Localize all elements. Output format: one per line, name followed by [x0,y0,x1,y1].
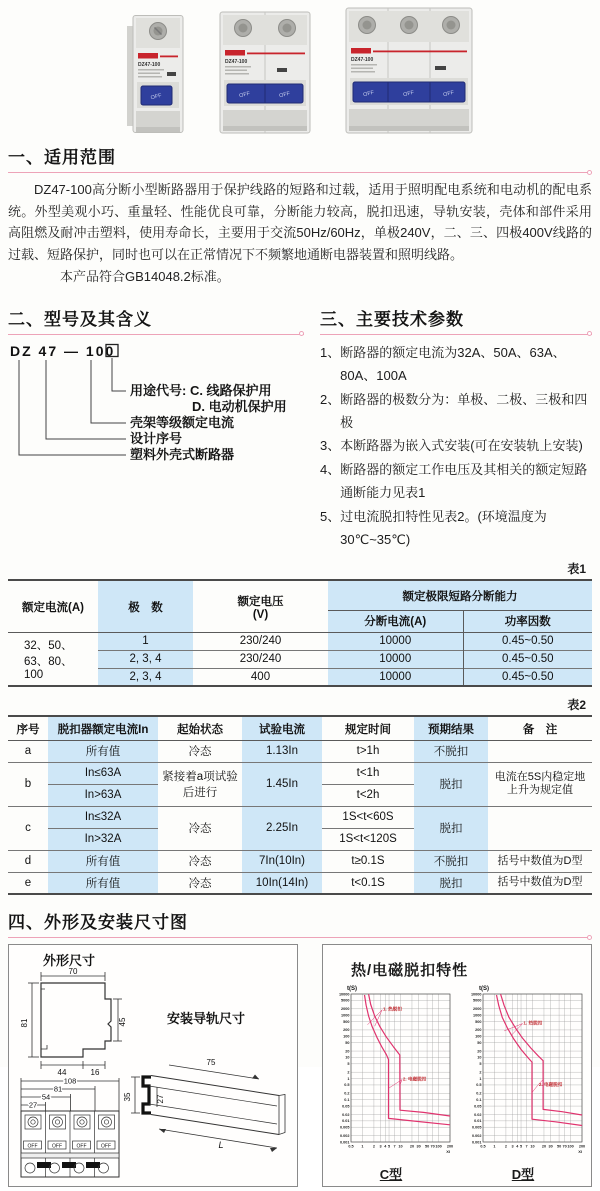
header-text: 额定电压 [237,595,284,608]
y-tick-label: 0.2 [344,1092,350,1097]
y-tick-label: 0.001 [339,1140,350,1145]
dim-total: 108 [63,1076,77,1086]
brand-line [160,56,178,58]
data-cell [8,632,98,686]
x-tick-label: 20 [541,1144,547,1149]
x-tick-label: 0.5 [348,1144,354,1149]
header-cell [193,580,328,632]
section3-title: 三、主要技术参数 [320,309,464,329]
header-text: (V) [252,608,269,621]
table-row [8,872,592,894]
data-cell: 10000 [328,632,463,650]
designation-label: 设计序号 [130,430,183,446]
designation-label: 壳架等级额定电流 [130,414,235,430]
data-cell: 电流在5S内稳定地上升为规定值 [488,762,592,806]
x-tick-label: 7 [525,1144,528,1149]
y-tick-label: 500 [475,1020,482,1025]
rating-mark [435,66,446,70]
table-row [8,740,592,762]
label-line [138,76,162,78]
label-line [225,66,251,68]
section-rule [8,172,592,173]
black-band [37,1162,51,1168]
model-label: DZ47-100 [351,57,374,63]
data-cell: 括号中数值为D型 [488,850,592,872]
screw-center [405,21,414,30]
profile-drawing [20,967,127,1077]
toggle-off-text: OFF [362,89,375,99]
y-tick-label: 10000 [470,992,482,997]
x-tick-label: 0.5 [480,1144,486,1149]
data-cell: t>1h [322,740,414,762]
data-cell: b [8,762,48,806]
data-cell: 0.45~0.50 [463,668,592,686]
black-band [86,1162,100,1168]
dim-arrow [252,1075,259,1080]
x-tick-label: 50 [424,1144,430,1149]
y-tick-label: 20 [477,1049,482,1054]
data-cell: 230/240 [193,650,328,668]
data-cell: 冷态 [158,806,242,850]
brand-stripe [138,53,158,59]
front-view-drawing [21,1077,119,1178]
data-cell: c [8,806,48,850]
dimension-drawings-panel [8,944,298,1187]
data-cell: 冷态 [158,740,242,762]
table-row [8,850,592,872]
y-tick-label: 500 [343,1020,350,1025]
screw-center [283,24,292,33]
toggle-off-text: OFF [278,90,291,100]
y-tick-label: 0.01 [342,1119,350,1124]
rail-edge [149,1086,277,1106]
spec-item: 2、断路器的极数分为：单极、二极、三极和四极 [320,391,588,431]
header-cell: 额定电流(A) [8,580,98,632]
annotation-leader [532,1085,538,1093]
x-tick-label: 50 [556,1144,562,1149]
data-cell: t<2h [322,784,414,806]
y-tick-label: 0.02 [342,1113,350,1118]
y-tick-label: 0.5 [344,1083,350,1088]
rule-end-dot [299,331,304,336]
y-tick-label: 1000 [341,1013,350,1018]
trip-curves-title: 热/电磁脱扣特性 [351,962,469,980]
y-tick-label: 5 [479,1062,482,1067]
rail-dims-title: 安装导轨尺寸 [167,1011,246,1027]
section-rule [8,334,304,335]
y-axis-label: t(S) [479,986,489,993]
table2-tag: 表2 [567,698,586,713]
brand-line [247,53,305,55]
dim-line [169,1065,259,1079]
table-row [8,632,592,650]
data-cell: 10000 [328,668,463,686]
label-line [351,68,373,70]
header-cell: 分断电流(A) [328,610,463,632]
x-axis-unit: XI [446,1149,450,1155]
rail-edge [151,1076,279,1096]
header-cell: 备 注 [488,716,592,740]
y-tick-label: 1 [479,1077,482,1082]
section-rule [320,334,592,335]
curve-annotation: 1. 热脱扣 [523,1020,543,1026]
spec-item: 4、断路器的额定工作电压及其相关的额定短路通断能力见表1 [320,461,588,501]
y-tick-label: 0.05 [474,1104,482,1109]
y-tick-label: 0.1 [344,1098,350,1103]
y-tick-label: 0.002 [471,1134,482,1139]
x-tick-label: 5 [519,1144,523,1149]
data-cell: 所有值 [48,872,158,894]
data-cell: t<0.1S [322,872,414,894]
toggle-off-text: OFF [402,89,415,99]
data-cell: 1.13In [242,740,322,762]
x-tick-label: 70 [430,1144,435,1149]
y-tick-label: 20 [345,1049,350,1054]
x-tick-label: 5 [387,1144,391,1149]
trip-curve [501,995,582,1116]
data-cell: 1.45In [242,762,322,806]
x-tick-label: 4 [516,1144,519,1149]
data-cell: In>32A [48,828,158,850]
label-line [351,71,375,73]
trip-curves-panel [322,944,592,1187]
data-cell: 0.45~0.50 [463,650,592,668]
brand-stripe [351,48,371,54]
front-off-label: OFF [27,1143,38,1150]
profile-outline [41,983,111,1057]
spec-item: 5、过电流脱扣特性见表2。(环境温度为30℃~35℃) [320,508,547,548]
dim-base: 44 [57,1068,67,1078]
dim-rail-inner: 27 [156,1094,165,1104]
cell-line: 63、80、 [24,656,73,669]
y-tick-label: 10 [345,1056,350,1061]
x-tick-label: 200 [446,1144,454,1149]
x-tick-label: 1 [493,1144,496,1149]
dim-height: 81 [20,1018,29,1028]
screw-center [447,21,456,30]
y-tick-label: 0.1 [476,1098,482,1103]
header-cell: 脱扣器额定电流In [48,716,158,740]
rail-edge [151,1115,279,1135]
base-section [349,109,469,126]
data-cell: 脱扣 [414,762,488,806]
dim-two: 54 [41,1092,51,1102]
scope-paragraph: DZ47-100高分断小型断路器用于保护线路的短路和过载，适用于照明配电系统和电动机的配电系统。外型美观小巧、重量轻、性能优良可靠，分断能力较高，脱扣迅速，导轨安装，壳体和部件采用高阻燃及耐冲击塑料，使用寿命长，主要用于交流50Hz/60Hz，单极240V，二、三、四极400V线路的过载、短路保护，同时也可以在正常情况下不频繁地通断电器装置和照明线路。 [8,182,592,262]
x-tick-label: 1 [361,1144,364,1149]
header-cell: 额定极限短路分断能力 [328,580,592,610]
y-tick-label: 0.5 [476,1083,482,1088]
rail-end-cap [279,1095,285,1135]
data-cell: 脱扣 [414,806,488,850]
y-tick-label: 2 [347,1070,350,1075]
data-cell: In>63A [48,784,158,806]
data-cell: 1S<t<120S [322,828,414,850]
y-tick-label: 0.005 [339,1125,350,1130]
c-curve-label: C型 [379,1167,403,1183]
connector-line [19,360,126,455]
rail-cross-section [143,1077,151,1113]
trip-characteristics-table [8,715,592,895]
y-tick-label: 2000 [473,1007,482,1012]
toggle-off-text: OFF [238,90,251,100]
curve-annotation: 2. 电磁脱扣 [402,1076,427,1082]
data-cell [488,806,592,850]
label-line [351,64,377,66]
base-strip [223,126,307,131]
breaker-photo-3pole [343,6,475,136]
x-tick-label: 2 [372,1144,375,1149]
section-rule [8,937,592,938]
x-tick-label: 200 [578,1144,586,1149]
y-tick-label: 1000 [473,1013,482,1018]
rail-edge [149,1104,277,1124]
rule-end-dot [587,935,592,940]
rail-drawing [123,1058,285,1152]
data-cell: 1S<t<60S [322,806,414,828]
designation-label: 塑料外壳式断路器 [130,446,235,462]
header-cell: 序号 [8,716,48,740]
x-tick-label: 100 [435,1144,442,1149]
data-cell: 括号中数值为D型 [488,872,592,894]
curve-annotation: 2. 电磁脱扣 [538,1082,563,1088]
x-tick-label: 70 [562,1144,567,1149]
designation-label: 用途代号: C. 线路保护用 [130,382,272,398]
dim-rail-height: 35 [123,1092,132,1102]
breaker-photo-1pole [125,14,187,136]
data-cell: 7In(10In) [242,850,322,872]
y-tick-label: 50 [345,1041,350,1046]
brand-stripe [225,50,245,56]
toggle-off-text: OFF [150,92,163,102]
y-tick-label: 0.005 [471,1125,482,1130]
y-tick-label: 0.02 [474,1113,482,1118]
x-tick-label: 30 [416,1144,421,1149]
screw-center [363,21,372,30]
model-label: DZ47-100 [138,62,161,68]
spec-item: 3、本断路器为嵌入式安装(可在安装轨上安装) [320,438,583,454]
x-tick-label: 10 [530,1144,535,1149]
y-tick-label: 5000 [341,999,350,1004]
dim-three: 81 [53,1084,63,1094]
y-tick-label: 5000 [473,999,482,1004]
header-cell: 试验电流 [242,716,322,740]
data-cell: t<1h [322,762,414,784]
data-cell: e [8,872,48,894]
y-tick-label: 0.002 [339,1134,350,1139]
cell-line: 32、50、 [24,640,73,653]
table-row [8,806,592,828]
label-line [225,73,249,75]
x-axis-unit: XI [578,1149,582,1155]
data-cell: 2, 3, 4 [98,668,193,686]
connector-line [46,360,126,439]
data-cell: In≤32A [48,806,158,828]
section4-title: 四、外形及安装尺寸图 [8,913,188,933]
base-strip [349,126,469,131]
curve-annotation: 1. 热脱扣 [382,1007,402,1013]
data-cell: 400 [193,668,328,686]
header-cell: 规定时间 [322,716,414,740]
profile-detail [41,989,47,1049]
dim-one: 27 [28,1100,38,1110]
y-tick-label: 100 [343,1034,350,1039]
dim-width: 70 [68,967,78,977]
data-cell: 不脱扣 [414,850,488,872]
header-cell: 预期结果 [414,716,488,740]
front-off-label: OFF [76,1143,87,1150]
x-tick-label: 100 [567,1144,574,1149]
dimension-drawings [9,945,297,1186]
y-tick-label: 2 [479,1070,482,1075]
x-tick-label: 20 [409,1144,415,1149]
data-cell: a [8,740,48,762]
dim-length: L [218,1140,224,1151]
dim-front-height: 45 [118,1017,127,1027]
model-label: DZ47-100 [225,59,248,65]
data-cell: 1 [98,632,193,650]
d-curve-label: D型 [511,1167,535,1183]
model-code: DZ 47 — 100 [10,342,116,359]
data-cell: 10000 [328,650,463,668]
dim-span: 75 [206,1058,216,1068]
c-curve-block [327,982,455,1183]
rating-mark [277,68,287,72]
x-tick-label: 30 [548,1144,553,1149]
data-cell [488,740,592,762]
data-cell: d [8,850,48,872]
toggle-off-text: OFF [442,89,455,99]
x-tick-label: 4 [384,1144,387,1149]
y-tick-label: 200 [475,1028,482,1033]
rule-end-dot [587,170,592,175]
rating-mark [167,72,176,76]
label-line [138,69,164,71]
screw-center [239,24,248,33]
y-tick-label: 0.05 [342,1104,350,1109]
breaker-photo-2pole [217,10,313,136]
spec-item: 1、断路器的额定电流为32A、50A、63A、80A、100A [320,344,566,384]
y-axis-label: t(S) [347,986,357,993]
designation-label: D. 电动机保护用 [192,398,287,414]
rail-slot [21,1153,119,1158]
y-tick-label: 100 [475,1034,482,1039]
connector-line [112,358,126,391]
header-cell: 功率因数 [463,610,592,632]
label-line [138,73,160,75]
x-tick-label: 7 [393,1144,396,1149]
y-tick-label: 2000 [341,1007,350,1012]
data-cell: t≥0.1S [322,850,414,872]
base-strip [136,127,180,132]
x-tick-label: 10 [398,1144,403,1149]
data-cell: 脱扣 [414,872,488,894]
y-tick-label: 50 [477,1041,482,1046]
section1-title: 一、适用范围 [8,148,116,167]
data-cell: 冷态 [158,872,242,894]
header-cell: 起始状态 [158,716,242,740]
standard-paragraph: 本产品符合GB14048.2标准。 [60,269,230,285]
product-photo-row [0,0,600,136]
cell-line: 100 [24,669,44,682]
y-tick-label: 0.001 [471,1140,482,1145]
data-cell: 冷态 [158,850,242,872]
rule-end-dot [587,331,592,336]
table-header-row [8,716,592,740]
model-designation-diagram [8,341,304,467]
brand-line [373,51,467,53]
table1-tag: 表1 [567,562,586,577]
y-tick-label: 10 [477,1056,482,1061]
data-cell: 10In(14In) [242,872,322,894]
d-curve-chart [459,982,587,1158]
table-row [8,762,592,784]
front-off-label: OFF [101,1143,111,1150]
data-cell: 230/240 [193,632,328,650]
front-off-label: OFF [52,1143,62,1150]
y-tick-label: 0.01 [474,1119,482,1124]
data-cell: 2.25In [242,806,322,850]
outline-dims-title: 外形尺寸 [43,953,96,969]
y-tick-label: 1 [347,1077,350,1082]
base-section [136,111,180,127]
d-curve-block [459,982,587,1183]
y-tick-label: 5 [347,1062,350,1067]
table-header-row [8,580,592,610]
data-cell: 2, 3, 4 [98,650,193,668]
c-curve-chart [327,982,455,1158]
base-section [223,110,307,126]
label-line [225,70,247,72]
section2-title: 二、型号及其含义 [8,309,152,329]
data-cell: 0.45~0.50 [463,632,592,650]
data-cell: 紧接着a项试验后进行 [158,762,242,806]
y-tick-label: 10000 [338,992,350,997]
x-tick-label: 3 [511,1144,514,1149]
ratings-table [8,579,592,687]
data-cell: 所有值 [48,740,158,762]
data-cell: 所有值 [48,850,158,872]
x-tick-label: 2 [504,1144,507,1149]
y-tick-label: 0.2 [476,1092,482,1097]
x-tick-label: 3 [379,1144,382,1149]
data-cell: In≤63A [48,762,158,784]
header-cell: 极 数 [98,580,193,632]
data-cell: 不脱扣 [414,740,488,762]
dim-clip: 16 [90,1068,100,1078]
y-tick-label: 200 [343,1028,350,1033]
